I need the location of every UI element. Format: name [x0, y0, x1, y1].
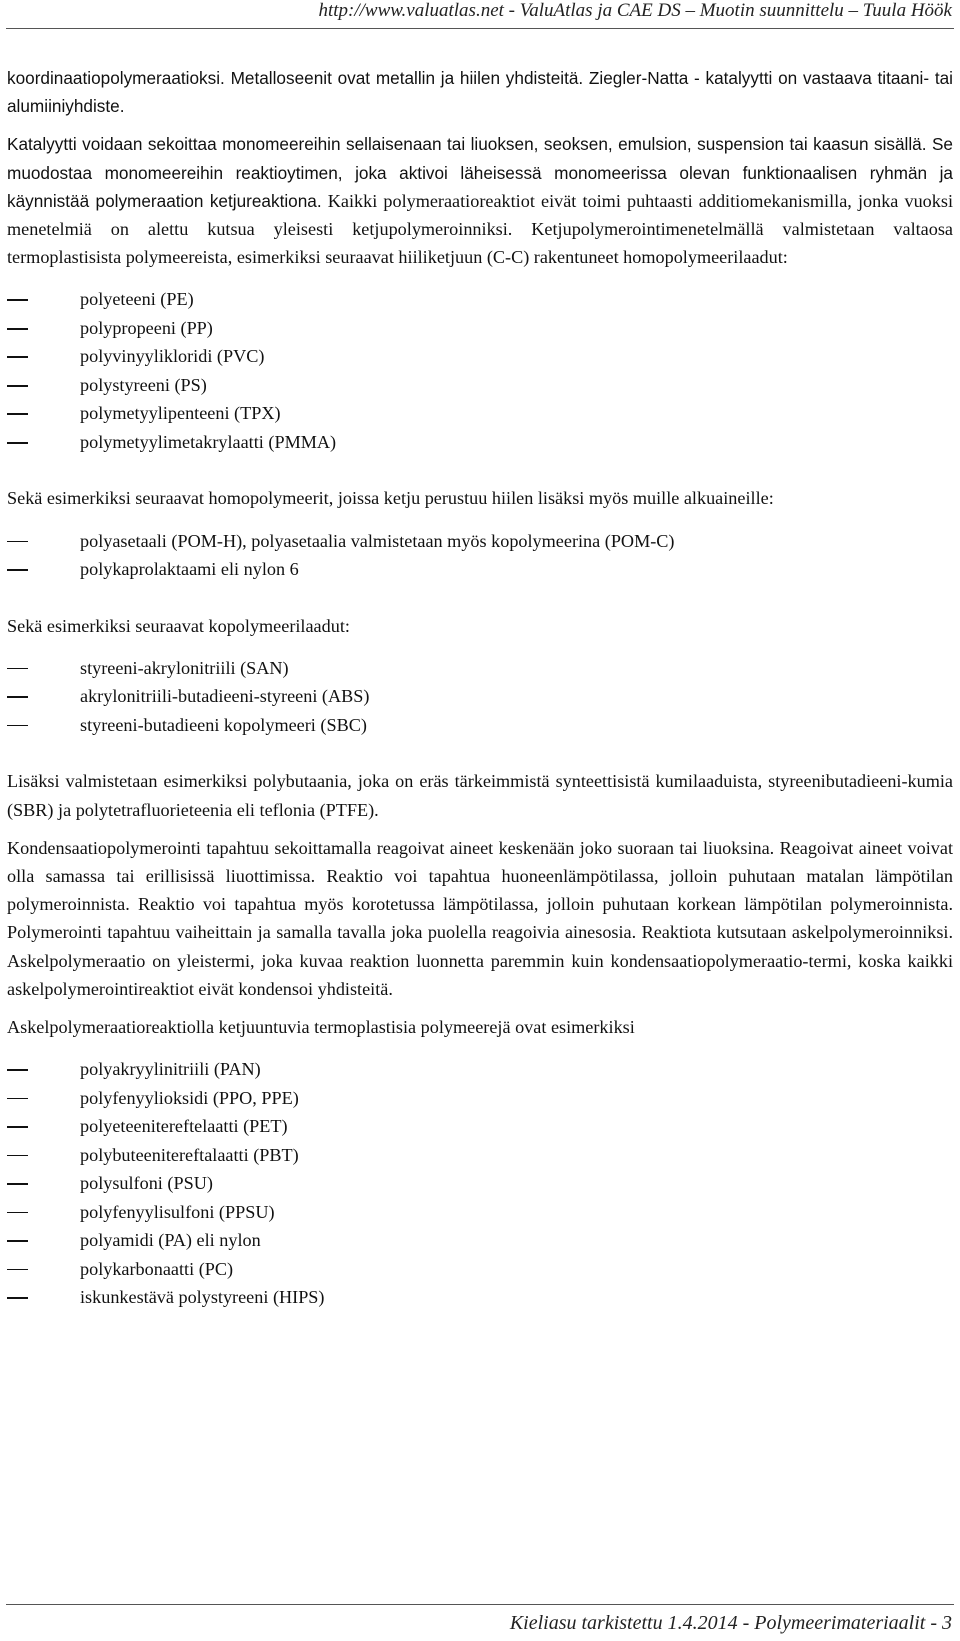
dash-bullet — [7, 1240, 28, 1242]
dash-bullet — [7, 442, 28, 444]
hetero-chain-list — [7, 527, 953, 584]
dash-bullet — [7, 1297, 28, 1299]
list-item: polysulfoni (PSU) — [7, 1169, 953, 1198]
header-divider — [6, 28, 954, 29]
paragraph-step-polymers: Askelpolymeraatioreaktiolla ketjuuntuvia termoplastisia polymeerejä ovat esimerkiksi — [7, 1016, 635, 1037]
dash-bullet — [7, 385, 28, 387]
list-item: polystyreeni (PS) — [7, 371, 953, 400]
dash-bullet — [7, 1212, 28, 1214]
list-item: akrylonitriili-butadieeni-styreeni (ABS) — [7, 682, 953, 711]
dash-bullet — [7, 725, 28, 727]
list-item: polyakryylinitriili (PAN) — [7, 1055, 953, 1084]
list-item: polyvinyylikloridi (PVC) — [7, 342, 953, 371]
list-item: polyasetaali (POM-H), polyasetaalia valmistetaan myös kopolymeerina (POM-C) — [7, 527, 953, 556]
paragraph-copolymers: Sekä esimerkiksi seuraavat kopolymeerilaadut: — [7, 615, 350, 636]
list-item: polymetyylipenteeni (TPX) — [7, 399, 953, 428]
list-item: polypropeeni (PP) — [7, 314, 953, 343]
list-item: polykarbonaatti (PC) — [7, 1255, 953, 1284]
list-item: polyfenyylisulfoni (PPSU) — [7, 1198, 953, 1227]
dash-bullet — [7, 696, 28, 698]
page-footer: Kieliasu tarkistettu 1.4.2014 - Polymeerimateriaalit - 3 — [509, 1612, 952, 1634]
list-item: polyeteeni (PE) — [7, 285, 953, 314]
dash-bullet — [7, 668, 28, 670]
dash-bullet — [7, 413, 28, 415]
paragraph-condensation: Kondensaatiopolymerointi tapahtuu sekoittamalla reagoivat aineet keskenään joko suoraan tai liuoksina. Reagoivat aineet voivat olla samassa tai erillisissä liuottimissa. Reaktio voi tapahtua huoneenlämpötilassa, jolloin puhutaan matalan lämpötilan polymeroinnista. Reaktio voi tapahtua myös korotetussa lämpötilassa, jolloin puhutaan korkean lämpötilan polymeroinnista. Polymerointi tapahtuu vaiheittain ja samalla tavalla joka puolella reagoivia ainesosia. Reaktiota kutsutaan askelpolymeroinniksi. Askelpolymeraatio on yleistermi, joka kuvaa reaktion luonnetta paremmin kuin kondensaatiopolymeraatio-termi, koska kaikki askelpolymerointireaktiot eivät kondensoi yhdisteitä. — [7, 837, 953, 999]
list-item: styreeni-akrylonitriili (SAN) — [7, 654, 953, 683]
copolymer-list — [7, 654, 953, 740]
list-item: polyeteenitereftelaatti (PET) — [7, 1112, 953, 1141]
homopolymer-list — [7, 285, 953, 456]
paragraph-hetero-chain: Sekä esimerkiksi seuraavat homopolymeerit, joissa ketju perustuu hiilen lisäksi myös muille alkuaineille: — [7, 488, 774, 509]
paragraph-catalyst-types: koordinaatiopolymeraatioksi. Metalloseenit ovat metallin ja hiilen yhdisteitä. Ziegler-Natta - katalyytti on vastaava titaani- tai alumiiniyhdiste. — [7, 68, 953, 117]
dash-bullet — [7, 299, 28, 301]
dash-bullet — [7, 1183, 28, 1185]
list-item: polykaprolaktaami eli nylon 6 — [7, 555, 953, 584]
dash-bullet — [7, 541, 28, 543]
dash-bullet — [7, 356, 28, 358]
step-polymer-list — [7, 1055, 953, 1312]
page-content — [7, 64, 953, 1312]
list-item: polymetyylimetakrylaatti (PMMA) — [7, 428, 953, 457]
dash-bullet — [7, 1269, 28, 1271]
page-header: http://www.valuatlas.net - ValuAtlas ja CAE DS – Muotin suunnittelu – Tuula Höök — [318, 0, 952, 21]
paragraph-chain-polymerization-part1: Katalyytti voidaan sekoittaa monomeereihin sellaisenaan tai liuoksen, seoksen, emulsion, suspension tai kaasun sisällä. Se muodostaa monomeereihin reaktioytimen, joka aktivoi läheisessä monomeerissa olevan funktionaalisen ryhmän ja käynnistää polymeraation ketjureaktiona. — [7, 134, 953, 211]
dash-bullet — [7, 1126, 28, 1128]
list-item: polyfenyylioksidi (PPO, PPE) — [7, 1084, 953, 1113]
dash-bullet — [7, 1155, 28, 1157]
paragraph-chain-polymerization — [7, 130, 953, 271]
footer-divider — [6, 1604, 954, 1605]
list-item: polybuteenitereftalaatti (PBT) — [7, 1141, 953, 1170]
dash-bullet — [7, 1069, 28, 1071]
dash-bullet — [7, 569, 28, 571]
dash-bullet — [7, 328, 28, 330]
list-item: styreeni-butadieeni kopolymeeri (SBC) — [7, 711, 953, 740]
list-item: iskunkestävä polystyreeni (HIPS) — [7, 1283, 953, 1312]
paragraph-rubbers: Lisäksi valmistetaan esimerkiksi polybutaania, joka on eräs tärkeimmistä synteettisistä kumilaaduista, styreenibutadieeni-kumia (SBR) ja polytetrafluorieteenia eli teflonia (PTFE). — [7, 771, 953, 820]
dash-bullet — [7, 1098, 28, 1100]
paragraph-chain-polymerization-part2: Kaikki polymeraatioreaktiot eivät toimi puhtaasti additiomekanismilla, jonka vuoksi menetelmiä on alettu kutsua yleisesti ketjupolymeroinniksi. Ketjupolymerointimenetelmällä valmistetaan valtaosa termoplastisista polymeereista, esimerkiksi seuraavat hiiliketjuun (C-C) rakentuneet homopolymeerilaadut: — [7, 190, 953, 268]
list-item: polyamidi (PA) eli nylon — [7, 1226, 953, 1255]
